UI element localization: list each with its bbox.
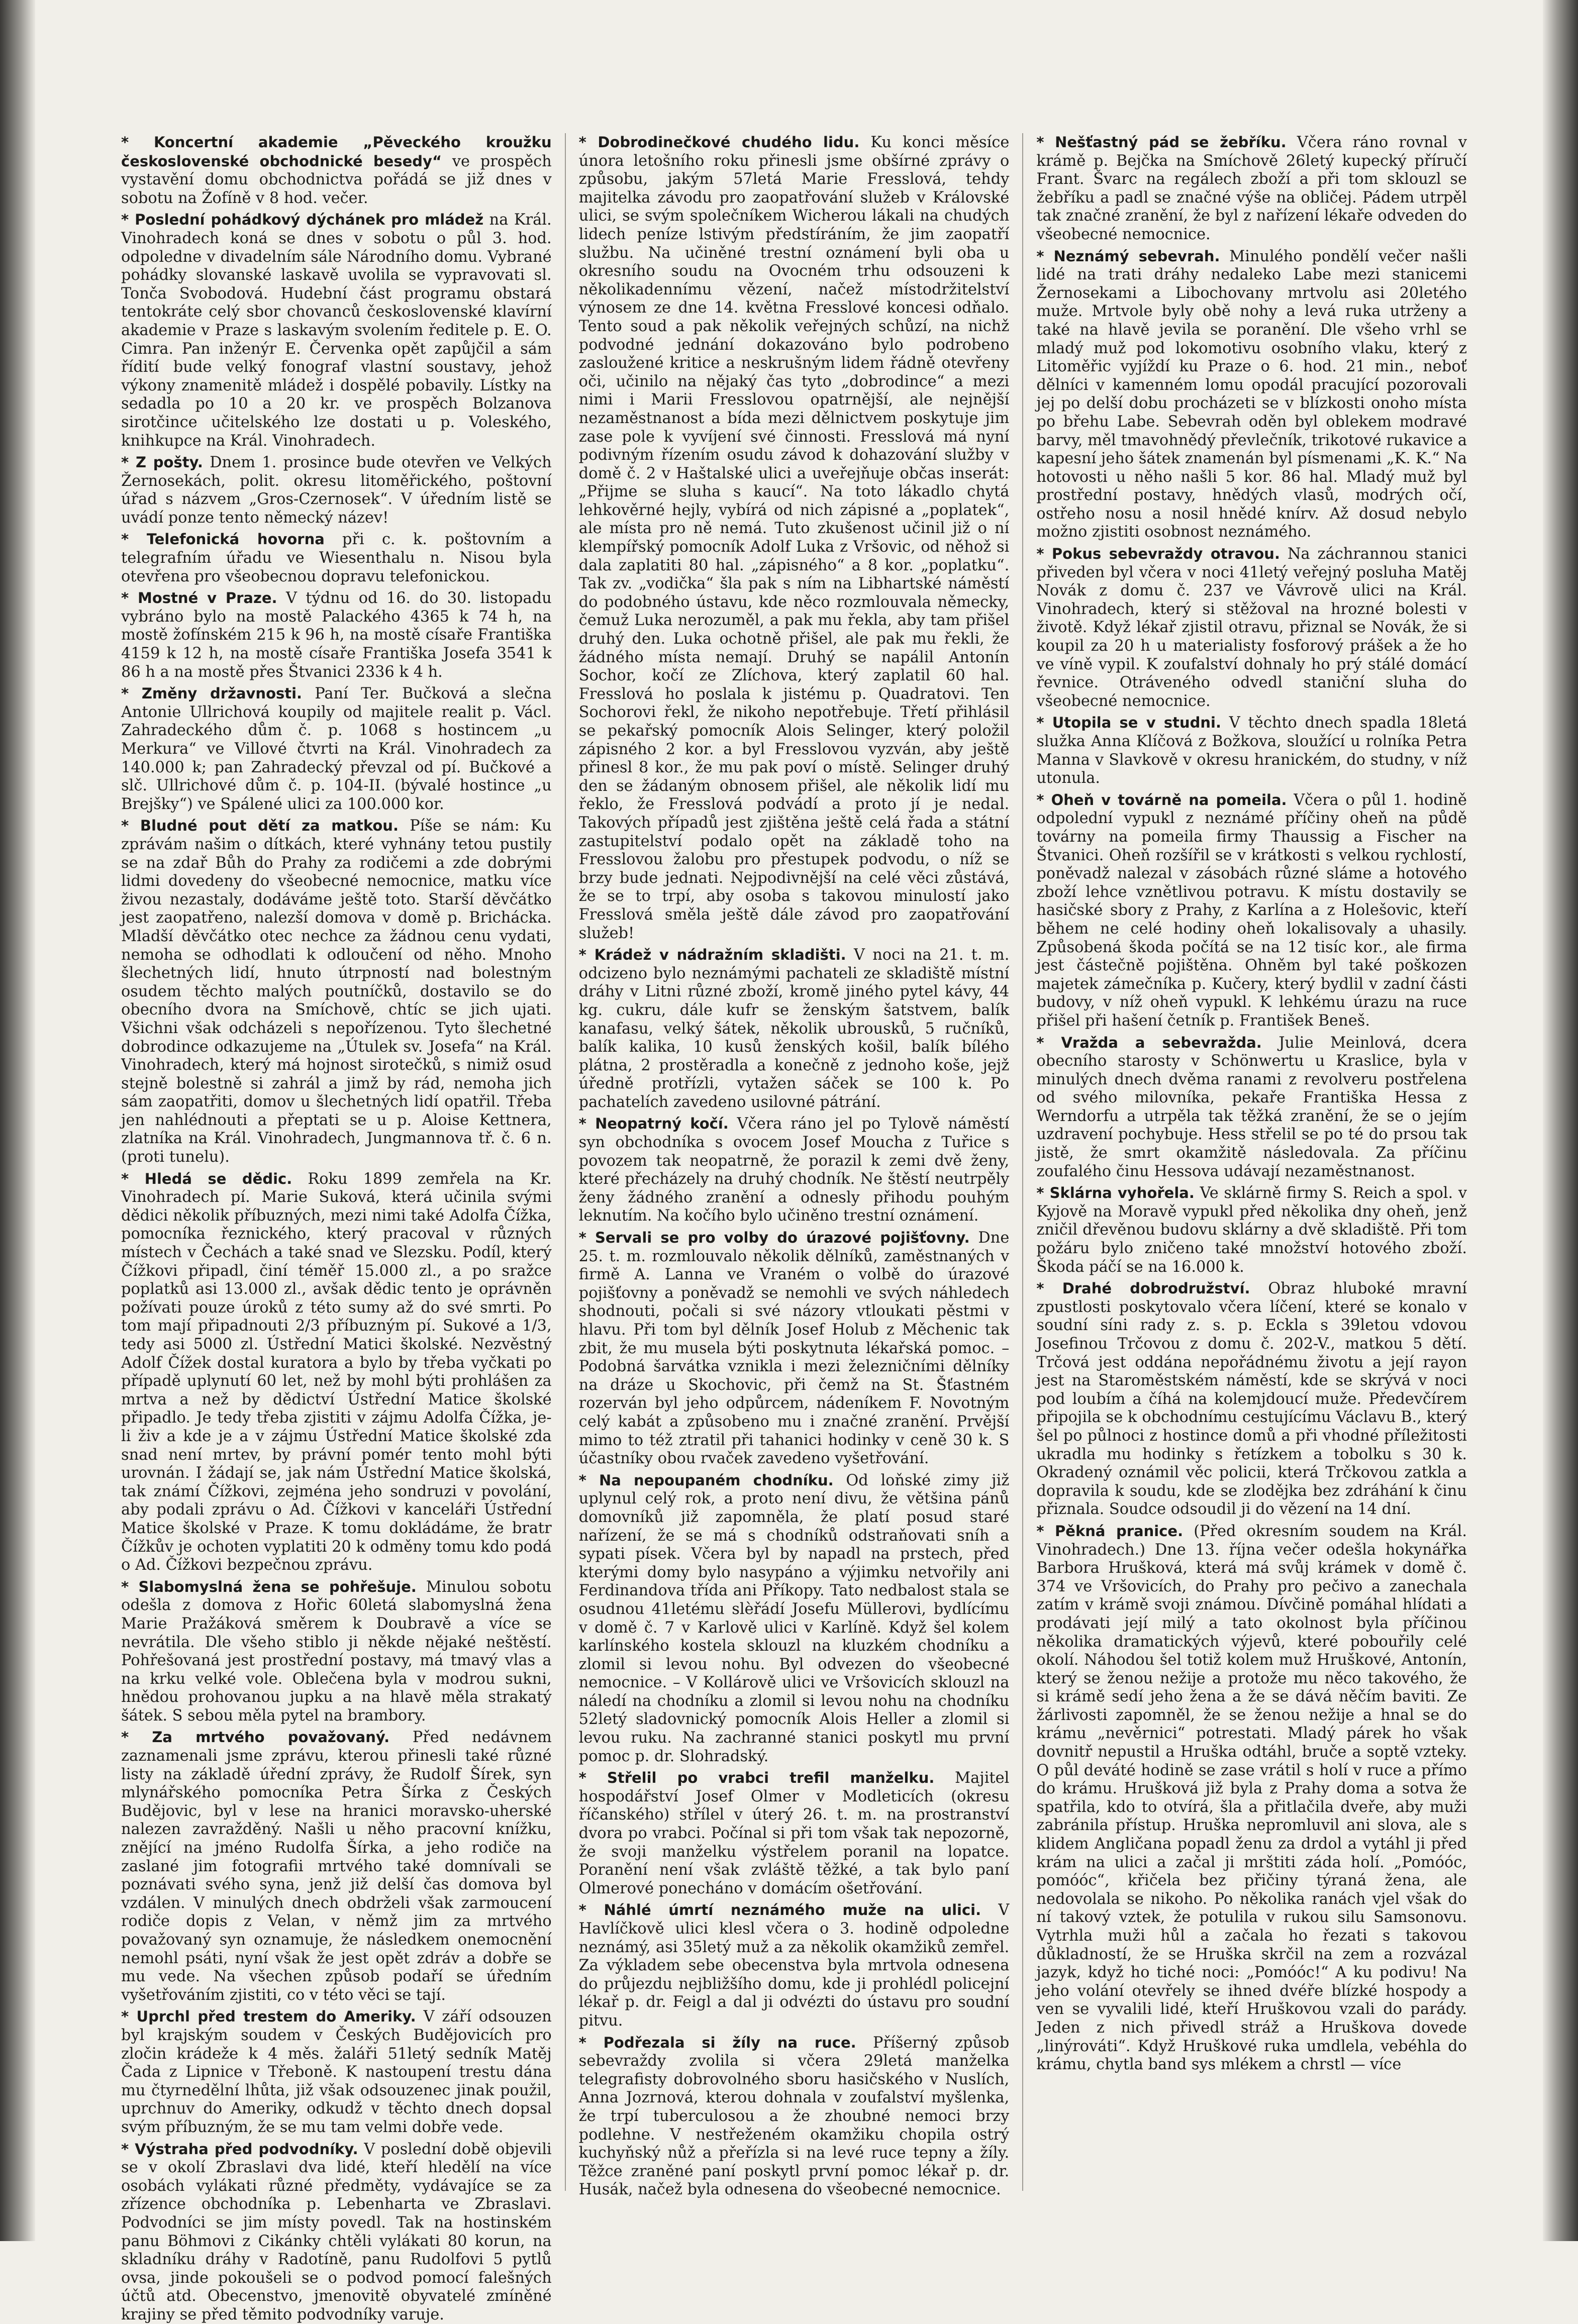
news-item [579,946,1010,1112]
news-item-headline: * Oheň v továrně na pomeila. [1036,791,1287,809]
news-item-headline: * Koncertní akademie „Pěveckého kroužku československé obchodnické besedy“ [121,134,552,170]
news-item-headline: * Náhlé úmrtí neznámého muže na ulici. [578,1901,981,1919]
news-item-body: Julie Meinlová, dcera obecního starosty v Schönwertu u Kraslice, byla v minulých dnech dvěma ranami z revolveru postřelena od svého milovníka, pekaře Františka Hessa z Werndorfu a utrpěla tak těžká zranění, že se o jejím uzdravení pochybuje. Hess střelil se po té do prsou tak jistě, že smrt okamžitě následovala. Za příčinu zoufalého činu Hessova udávají nezaměstnanost. [1036,1034,1467,1180]
news-item-headline: * Servali se pro volby do úrazové pojišťovny. [578,1229,970,1247]
column-1 [108,133,566,2323]
news-item [121,530,552,586]
news-item [121,589,552,681]
scan-right-edge [1543,0,1578,2241]
news-item-headline: * Poslední pohádkový dýchánek pro mládež [121,211,484,229]
news-item-headline: * Utopila se v studni. [1036,714,1221,732]
news-item [121,211,552,450]
news-item [121,1578,552,1726]
scan-left-edge [0,0,35,2241]
news-item [1036,1184,1467,1276]
news-item-body: Před nedávnem zaznamenali jsme zprávu, kterou přinesli také různé listy na základě úřední zprávy, že Rudolf Šírek, syn mlynářského pomocníka Petra Šírka z Českých Budějovic, byl v lese na hranici moravsko-uherské nalezen zavražděný. Našli u něho pracovní knížku, znějící na jméno Rudolfa Šírka, a jeho rodiče na zaslané jim fotografii mrtvého také domnívali se poznávati svého syna, jenž již delší čas domova byl vzdálen. V minulých dnech obdrželi však zarmoucení rodiče dopis z Velan, v němž jim za mrtvého považovaný syn oznamuje, že následkem onemocnění nemohl psáti, nyní však že jest opět zdráv a dobře se mu vede. Na všechen způsob podaří se úředním vyšetřováním zjistiti, co v této věci se tají. [121,1729,552,2004]
news-item-headline: * Telefonická hovorna [121,531,325,548]
news-item [1036,791,1467,1031]
news-item-body: V týdnu od 16. do 30. listopadu vybráno bylo na mostě Palackého 4365 k 74 h, na mostě žofínském 215 k 96 h, na mostě císaře Františka 4159 k 12 h, na mostě císaře Františka Josefa 3541 k 86 h a na mostě přes Štvanici 2336 k 4 h. [121,589,552,681]
news-item-body: Minulou sobotu odešla z domova z Hořic 60letá slabomyslná žena Marie Pražáková směrem k Doubravě a více se nevrátila. Dle všeho stiblo ji někde nějaké neštěstí. Pohřešovaná jest prostřední postavy, má tmavý vlas a na krku velké vole. Oblečena byla v modrou sukni, hnědou prohovanou jupku a na hlavě měla strakatý šátek. S sebou měla pytel na brambory. [121,1578,552,1725]
news-item-headline: * Nešťastný pád se žebříku. [1036,134,1287,151]
news-item-body: Včera ráno rovnal v krámě p. Bejčka na Smíchově 26letý kupecký příručí Frant. Švarc na regálech zboží a při tom sklouzl se žebříku a padl se značné výše na obličej. Pádem utrpěl tak značné zranění, že byl z nařízení lékaře odveden do všeobecné nemocnice. [1036,134,1467,243]
news-item-headline: * Změny državnosti. [121,685,303,702]
news-item-body: na Král. Vinohradech koná se dnes v sobotu o půl 3. hod. odpoledne v divadelním sále Národního domu. Vybrané pohádky slovanské laskavě uvolila se vypravovati sl. Tonča Svobodová. Hudební část programu obstará tentokráte celý sbor chovanců československé klavírní akademie v Praze s laskavým svolením ředitele p. E. O. Cimra. Pan inženýr E. Červenka opět zapůjčil a sám řídití bude velký fonograf vlastní soustavy, jehož výkony znamenitě mládež i dospělé pobavily. Lístky na sedadla po 10 a 20 kr. ve prospěch Bolzanova sirotčince učitelského lze dostati u p. Voleského, knihkupce na Král. Vinohradech. [121,211,552,450]
news-item-headline: * Hledá se dědic. [121,1170,292,1187]
news-item-body: Majitel hospodářství Josef Olmer v Modleticích (okresu říčanského) střílel v úterý 26. t. m. na prostranství dvora po vrabci. Počínal si při tom však tak nepozorně, že svoji manželku výstřelem poranil na lopatce. Poranění není však zvláště těžké, a tak bylo paní Olmerové ponecháno v domácím ošetřování. [578,1769,1010,1897]
news-item [1036,133,1467,244]
column-2 [566,133,1024,2199]
news-item-body: Ve sklárně firmy S. Reich a spol. v Kyjově na Moravě vypukl před několika dny oheň, jenž zničil dřevěnou budovu sklárny a dvě skladiště. Při tom požáru bylo zničeno také množství hotového zboží. Škoda páčí se na 16.000 k. [1036,1184,1467,1276]
news-item-headline: * Výstraha před podvodníky. [121,2140,358,2158]
column-3 [1023,133,1480,2191]
news-item-body: V Havlíčkově ulici klesl včera o 3. hodině odpoledne neznámý, asi 35letý muž a za několik okamžiků zemřel. Za výkladem sebe obecenstva byla mrtvola odnesena do průjezdu nejbližšího domu, kde ji prohlédl policejní lékař p. dr. Feigl a dal ji odvézti do ústavu pro soudní pitvu. [578,1901,1010,2030]
news-item [579,1471,1010,1766]
news-item-body: Dnem 1. prosince bude otevřen ve Velkých Žernosekách, polit. okresu litoměřického, poštovní úřad s názvem „Gros-Czernosek“. V úředním listě se uvádí ponze tento německý název! [121,454,552,527]
news-item-headline: * Z pošty. [121,454,203,471]
news-item [121,1728,552,2004]
news-item-body: Obraz hluboké mravní zpustlosti poskytovalo včera líčení, které se konalo v soudní síni rady z. s. p. Eckla s 39letou vdovou Josefinou Trčovou z domu č. 202-V., matkou 5 dětí. Trčová jest oddána nepořádnému životu a její rayon jest na Staroměstském náměstí, kde se skrývá v noci pod loubím a číhá na kolemjdoucí muže. Předevčírem připojila se k obchodnímu cestujícímu Václavu B., který šel po půlnoci z hostince domů a při vhodné příležitosti ukradla mu hodinky s řetízkem a tobolku s 30 k. Okradený oznámil věc policii, která Trčkovou zatkla a dopravila k soudu, kde se zlodějka bez zdráhání k činu přiznala. Soudce odsoudil ji do vězení na 14 dní. [1036,1280,1467,1519]
news-item-body: Od loňské zimy již uplynul celý rok, a proto není divu, že většina pánů domovníků již zapomněla, že platí posud staré nařízení, že se má s chodníků odstraňovati sníh a sypati písek. Včera byl by napadl na prstech, před kterými domy bylo nasypáno a výjimku netvořily ani Ferdinandova třída ani Příkopy. Tato nedbalost stala se osudnou 41letému slèřádí Josefu Müllerovi, bydlícímu v domě č. 7 v Karlově ulici v Karlíně. Když šel kolem karlínského kostela sklouzl na kluzkém chodníku a zlomil si levou nohu. Byl odvezen do všeobecné nemocnice. – V Kollárově ulici ve Vršovicích sklouzl na náledí na chodníku a zlomil si levou nohu na chodníku 52letý sladovnický pomocník Alois Heller a zlomil si levou ruku. Na zachranné stanici poskytl mu první pomoc p. dr. Slohradský. [578,1471,1010,1765]
news-item-headline: * Slabomyslná žena se pohřešuje. [121,1578,417,1595]
news-item-headline: * Bludné pout dětí za matkou. [121,817,399,835]
news-item [121,2007,552,2137]
news-item [121,684,552,814]
news-item-headline: * Na nepoupaném chodníku. [578,1471,834,1489]
news-item [121,453,552,527]
news-item-body: Příšerný způsob sebevraždy zvolila si včera 29letá manželka telegrafisty dobrovolného sboru hasičského v Nuslích, Anna Jozrnová, kterou dohnala v zoufalství myšlenka, že trpí tuberculosou a že zhoubné nemoci brzy podlehne. V nestřeženém okamžiku chopila ostrý kuchyňský nůž a přeřízla si na levé ruce tepny a žíly. Těžce zraněné paní poskytl první pomoc lékař p. dr. Husák, načež byla odnesena do všeobecné nemocnice. [578,2034,1010,2199]
news-item-headline: * Uprchl před trestem do Ameriky. [121,2008,416,2026]
news-item-body: Dne 25. t. m. rozmlouvalo několik dělníků, zaměstnaných v firmě A. Lanna ve Vraném o volbě do úrazové pojišťovny a poněvadž se nemohli ve svých náhledech shodnouti, počali si své názory vtloukati pěstmi v hlavu. Při tom byl dělník Josef Holub z Měchenic tak zbit, že mu musela býti poskytnuta lékařská pomoc. – Podobná šarvátka vznikla i mezi železničními dělníky na dráze u Skochovic, při čemž na St. Šťastném rozerván byl jeho odpůrcem, nádeníkem F. Novotným celý kabát a způsobeno mu i značné zranění. Prvější mimo to též ztratil při tahanici hodinky v ceně 30 k. S účastníky obou rvaček zavedeno vyšetřování. [578,1229,1010,1468]
news-item [579,1229,1010,1468]
news-item [1036,1279,1467,1519]
news-item [121,817,552,1166]
news-item [1036,714,1467,787]
news-item-body: Paní Ter. Bučková a slečna Antonie Ullrichová koupily od majitele realit p. Václ. Zahradeckého dům č. p. 1068 s hostincem „u Merkura“ ve Villové čtvrti na Král. Vinohradech za 140.000 k; pan Zahradecký převzal od pí. Bučkové a slč. Ullrichové dům č. p. 104-II. (bývalé hostince „u Brejšky“) ve Spálené ulici za 100.000 kor. [121,685,552,813]
news-item-headline: * Drahé dobrodružství. [1036,1280,1250,1297]
news-item-body: Roku 1899 zemřela na Kr. Vinohradech pí. Marie Suková, která učinila svými dědici několik příbuzných, mezi nimi také Adolfa Čížka, pomocníka řeznického, který pracoval v různých místech v Čechách a také snad ve Slezsku. Podíl, který Čížkovi připadl, činí téměř 15.000 zl., a po sražce poplatků asi 13.000 zl., avšak dědic tento je oprávněn požívati pouze úroků z této sumy až do své smrti. Po tom mají připadnouti 2/3 příbuzným pí. Sukové a 1/3, tedy asi 5000 zl. Ústřední Matici školské. Nezvěstný Adolf Čížek dostal kuratora a bylo by třeba vyčkati po případě uplynutí 60 let, než by mohl býti prohlášen za mrtva a než by dědictví Ústřední Matice školské připadlo. Je tedy třeba zjistiti v zájmu Adolfa Čížka, je-li živ a kde je a v zájmu Ústřední Matice školské zda snad není mrtev, by právní pomér tento mohl býti urovnán. I žádají se, jak nám Ústřední Matice školská, tak známí Čížkovi, zejména jeho sondruzi v povolání, aby podali zprávu o Ad. Čížkovi v kanceláři Ústřední Matice školské v Praze. K tomu dokládáme, že bratr Čížkův je ochoten vyplatiti 20 k odměny tomu kdo podá o Ad. Čížkovi bezpečnou zprávu. [121,1170,552,1574]
news-item-body: Včera ráno jel po Tylově náměstí syn obchodníka s ovocem Josef Moucha z Tuřice s povozem tak neopatrně, že porazil k zemi dvě ženy, které přecházely na druhý chodník. Ne štěstí neutrpěly ženy žádného zranění a odnesly přihodu pouhým leknutím. Na kočího bylo učiněno trestní oznámení. [578,1115,1010,1225]
news-item-body: Ku konci měsíce února letošního roku přinesli jsme obšírné zprávy o způsobu, jakým 57letá Marie Fresslová, tehdy majitelka závodu pro zaopatřování služeb v Královské ulici, se svým společníkem Wicherou lákali na chudých lidech peníze lstivým předstíráním, že jim zaopatří službu. Na učiněné trestní oznámení byli oba u okresního soudu na Ovocném trhu odsouzeni k několikadennímu vězení, načež místodržitelství výnosem ze dne 14. května Fresslové koncesi odňalo. Tento soud a pak několik veřejných schůzí, na nichž podvodné jednání dokazováno bylo podrobeno zasloužené kritice a neskrušným lidem řádně otevřeny oči, učinilo na nějaký čas tyto „dobrodince“ a mezi nimi i Marii Fresslovou opatrnější, ale nejnější nezaměstnanost a bída mezi dělnictvem poskytuje jim zase pole k vyvíjení své činnosti. Fresslová má nyní podivným řízením osudu závod k dohazování služby v domě č. 2 v Haštalské ulici a uveřejňuje občas inserát: „Přijme se sluha s kaucí“. Na toto lákadlo chytá lehkověrné hejly, vybírá od nich zápisné a „poplatek“, ale místa pro ně nemá. Tuto zkušenost učinil již o ní klempířský pomocník Adolf Luka z Vršovic, od něhož si dala zaplatiti 80 hal. „zápisného“ a 8 kor. „poplatku“. Tak zv. „vodička“ šla pak s ním na Libhartské náměstí do podobného ústavu, kde něco rozmlouvala německy, čemuž Luka nerozuměl, a pak mu řekla, aby tam přišel druhý den. Luka ochotně přišel, ale pak mu řekli, že žádného místa nemají. Druhý se napálil Antonín Sochor, kočí ze Zlíchova, který zaplatil 60 hal. Fresslová ho poslala k jistému p. Quadratovi. Ten Sochorovi řekl, že nikoho nepotřebuje. Třetí přihlásil se pekařský pomocník Alois Selinger, který položil zápisného 2 kor. a byl Fresslovou vyzván, aby ještě přinesl 8 kor., že mu pak poví o místě. Selinger druhý den se žádaným obnosem přišel, ale několik lidí mu řeklo, že Fresslová podvádí a proto jí je nedal. Takových případů jest zjištěna ještě celá řada a státní zastupitelství podalo opět na základě toho na Fresslovou žalobu pro přestupek podvodu, o níž se brzy bude jednati. Nejpodivnější na celé věci zůstává, že se to trpí, aby osoba s takovou minulostí jako Fresslová směla ještě dále závod pro zaopatřování služeb! [578,134,1010,942]
news-item-body: V noci na 21. t. m. odcizeno bylo neznámými pachateli ze skladiště místní dráhy v Litni různé zboží, kromě jiného pytel kávy, 44 kg. cukru, dále kufr se ženským šatstvem, balík kanafasu, velký šátek, několik ubrousků, 5 ručníků, balík kalika, 10 kusů ženských košil, balík bílého plátna, 2 prostěradla a konečně z jednoho koše, jejž úředně protřízli, vytažen sáček se 100 k. Po pachatelích zavedeno usilovné pátrání. [578,946,1010,1111]
news-item-headline: * Neopatrný kočí. [578,1115,729,1133]
news-item-headline: * Pokus sebevraždy otravou. [1036,545,1280,563]
news-item [579,2034,1010,2199]
news-item-body: V těchto dnech spadla 18letá služka Anna Klíčová z Božkova, sloužící u rolníka Petra Manna v Slavkově v okresu hranickém, do studny, v níž utonula. [1036,714,1467,787]
newspaper-columns [108,133,1480,2323]
news-item-headline: * Podřezala si žíly na ruce. [578,2034,856,2051]
news-item-headline: * Krádež v nádražním skladišti. [578,946,846,964]
news-item-headline: * Pěkná pranice. [1036,1522,1184,1540]
news-item [121,133,552,208]
news-item [579,133,1010,943]
news-item [579,1115,1010,1226]
news-item-body: ve prospěch vystavění domu obchodnictva pořádá se již dnes v sobotu na Žofíně v 8 hod. večer. [121,152,552,207]
news-item-body: V poslední době objevili se v okolí Zbraslavi dva lidé, kteří hledělí na více osobách vylákati různé předměty, vydávajíce se za zřízence obchodníka p. Lebenharta ve Zbraslavi. Podvodníci se jim místy povedl. Tak na hostinském panu Böhmovi z Cikánky chtěli vylákati 80 korun, na skladníku dráhy v Radotíně, panu Rudolfovi 5 pytlů ovsa, jinde pokoušeli se o podvod pomocí falešných účtů atd. Obecenstvo, jmenovitě obyvatelé zmíněné krajiny se před těmito podvodníky varuje. [121,2140,552,2323]
news-item-headline: * Sklárna vyhořela. [1036,1184,1195,1202]
news-item [1036,247,1467,542]
news-item [1036,1034,1467,1181]
news-item-body: při c. k. poštovním a telegrafním úřadu ve Wiesenthalu n. Nisou byla otevřena pro všeobecnou dopravu telefonickou. [121,531,552,585]
news-item [121,1170,552,1575]
news-item-body: Včera o půl 1. hodině odpolední vypukl z neznámé příčiny oheň na půdě továrny na pomeila firmy Thaussig a Fischer na Štvanici. Oheň rozšířil se v krátkosti s velkou rychlostí, poněvadž nalezal v zásobách různé sláme a hotového zboží lehce vznětlivou potravu. K místu dostavily se hasičské sbory z Prahy, z Karlína a z Holešovic, kteří během ne celé hodiny oheň lokalisovaly a uhasily. Způsobená škoda počítá se na 12 tisíc kor., ale firma jest částečně pojištěna. Ohněm byl také poškozen majetek zámečníka p. Kučery, který bydlil v zadní části budovy, v níž oheň vypukl. K lehkému úrazu na ruce přišel při hašení četník p. František Beneš. [1036,791,1467,1030]
news-item-body: Minulého pondělí večer našli lidé na trati dráhy nedaleko Labe mezi stanicemi Žernosekami a Libochovany mrtvolu asi 20letého muže. Mrtvole byly obě nohy a levá ruka utrženy a také na hlavě jevila se poranění. Dle všeho vrhl se mladý muž pod lokomotivu osobního vlaku, který z Litoměřic vyjíždí ku Praze o 6. hod. 21 min., neboť dělníci v kamenném lomu opodál pracující pozorovali jej po delší dobu procházeti se v blízkosti onoho místa po břehu Labe. Sebevrah oděn byl oblekem modravé barvy, měl tmavohnědý převlečník, trikotové rukavice a kapesní jeho šátek znamenán byl písmenami „K. K.“ Na hotovosti u něho našli 5 kor. 86 hal. Mladý muž byl prostřední postavy, hnědých vlasů, modrých očí, ostřeho nosu a nosil hnědé knírv. Až dosud nebylo možno zjistiti osobnost neznámého. [1036,247,1467,541]
news-item-body: (Před okresním soudem na Král. Vinohradech.) Dne 13. října večer odešla hokynářka Barbora Hrušková, která má svůj krámek v domě č. 374 ve Vršovicích, do Prahy pro pečivo a zanechala zatím v krámě svoji známou. Dívčině pomáhal hlídati a prodávati její milý a tato okolnost byla příčinou několika dramatických výjevů, které pobouřily celé okolí. Náhodou šel totiž kolem muž Hruškové, Antonín, který se ženou nežije a protože mu něco takového, že si krámě sedí jeho žena a že se dává něčím baviti. Ze žárlivosti zapomněl, že se ženou nežije a hnal se do krámu „nevěrnici“ potrestati. Mladý párek ho však dovnitř nepustil a Hruška odtáhl, bruče a soptě vzteky. O půl deváté hodině se zase vrátil s holí v ruce a přímo do krámu. Hrušková již byla z Prahy doma a sotva že spatřila, kdo to otvírá, šla a přitlačila dveře, aby muži zabránila přístup. Hruška nepromluvil ani slova, ale s klidem Angličana popadl ženu za drdol a vytáhl ji před krám na ulici a začal ji mrštiti záda holí. „Pomóóc, pomóóc“, křičela bez přičiny týraná žena, ale nedovolala se nikoho. Po několika ranách vjel však do ní takový vztek, že potulila v rukou silu Samsonovu. Vytrhla muži hůl a začala ho řezati s takovou důkladností, že se Hruška skrčil na zem a rozvázal jazyk, když ho tiché noci: „Pomóóc!“ A ku podivu! Na jeho volání otevřely se ihned dvéře blízké hospody a ven se vyvalili lidé, kteří Hruškovou vzali do parády. Jeden z nich přivedl stráž a Hruškova dovede „linýrováti“. Když Hruškové ruka umdlela, vebéhla do krámu, chytla band sys mlékem a chrstl — více [1036,1522,1467,2074]
news-item-headline: * Střelil po vrabci trefil manželku. [578,1769,935,1787]
news-item [1036,1522,1467,2074]
news-item-headline: * Za mrtvého považovaný. [121,1729,390,1746]
news-item [121,2140,552,2324]
news-item [1036,545,1467,711]
news-item-headline: * Vražda a sebevražda. [1036,1034,1262,1051]
news-item-headline: * Neznámý sebevrah. [1036,247,1220,265]
news-item-body: Píše se nám: Ku zprávám našim o dítkách, které vyhnány tetou pustily se na zdař Bůh do Prahy za rodičemi a zde dobrými lidmi dovedeny do všeobecné nemocnice, matku více živou nezastaly, dodáváme ještě toto. Starší děvčátko jest zaopatřeno, nalezší domova v domě p. Brichácka. Mladší děvčátko otec nechce za žádnou cenu vydati, nemoha se odhodlati k odloučení od něho. Mnoho šlechetných lidí, hnuto útrpností nad bolestným osudem těchto malých poutníčků, dostavilo se do obecního dvora na Smíchově, chtíc se jich ujati. Všichni však odcházeli s nepořízenou. Tyto šlechetné dobrodince odkazujeme na „Útulek sv. Josefa“ na Král. Vinohradech, který má hojnost sirotečků, s nimiž osud stejně bolestně si zahrál a jimž by rád, nemoha jich sám zaopatřiti, domov u šlechetných lidí opatřil. Třeba jen nahlédnouti a přeptati se u p. Aloise Kettnera, zlatníka na Král. Vinohradech, Jungmannova tř. č. 6 n. (proti tunelu). [121,817,552,1166]
news-item-body: V září odsouzen byl krajským soudem v Českých Budějovicích pro zločin krádeže k 4 měs. žaláři 51letý sedník Matěj Čada z Lipnice v Třeboně. K nastoupení trestu dána mu čtyrnedělní lhůta, již však odsouzenec jinak použil, uprchnuv do Ameriky, odkudž v těchto dnech dopsal svým příbuzným, že se mu tam velmi dobře vede. [121,2008,552,2136]
news-item [579,1769,1010,1898]
news-item-body: Na záchrannou stanici přiveden byl včera v noci 41letý veřejný posluha Matěj Novák z domu č. 237 ve Vávrově ulici na Král. Vinohradech, který si stěžoval na hrozné bolesti v životě. Když lékař zjistil otravu, přiznal se Novák, že si koupil za 20 h u materialisty fosforový prášek a že ho ve víně vypil. K zoufalství dohnaly ho prý stálé domácí řevnice. Otráveného odvedl staniční sluha do všeobecné nemocnice. [1036,545,1467,710]
news-item-headline: * Dobrodinečkové chudého lidu. [578,134,860,151]
news-item-headline: * Mostné v Praze. [121,589,277,607]
news-item [579,1901,1010,2030]
